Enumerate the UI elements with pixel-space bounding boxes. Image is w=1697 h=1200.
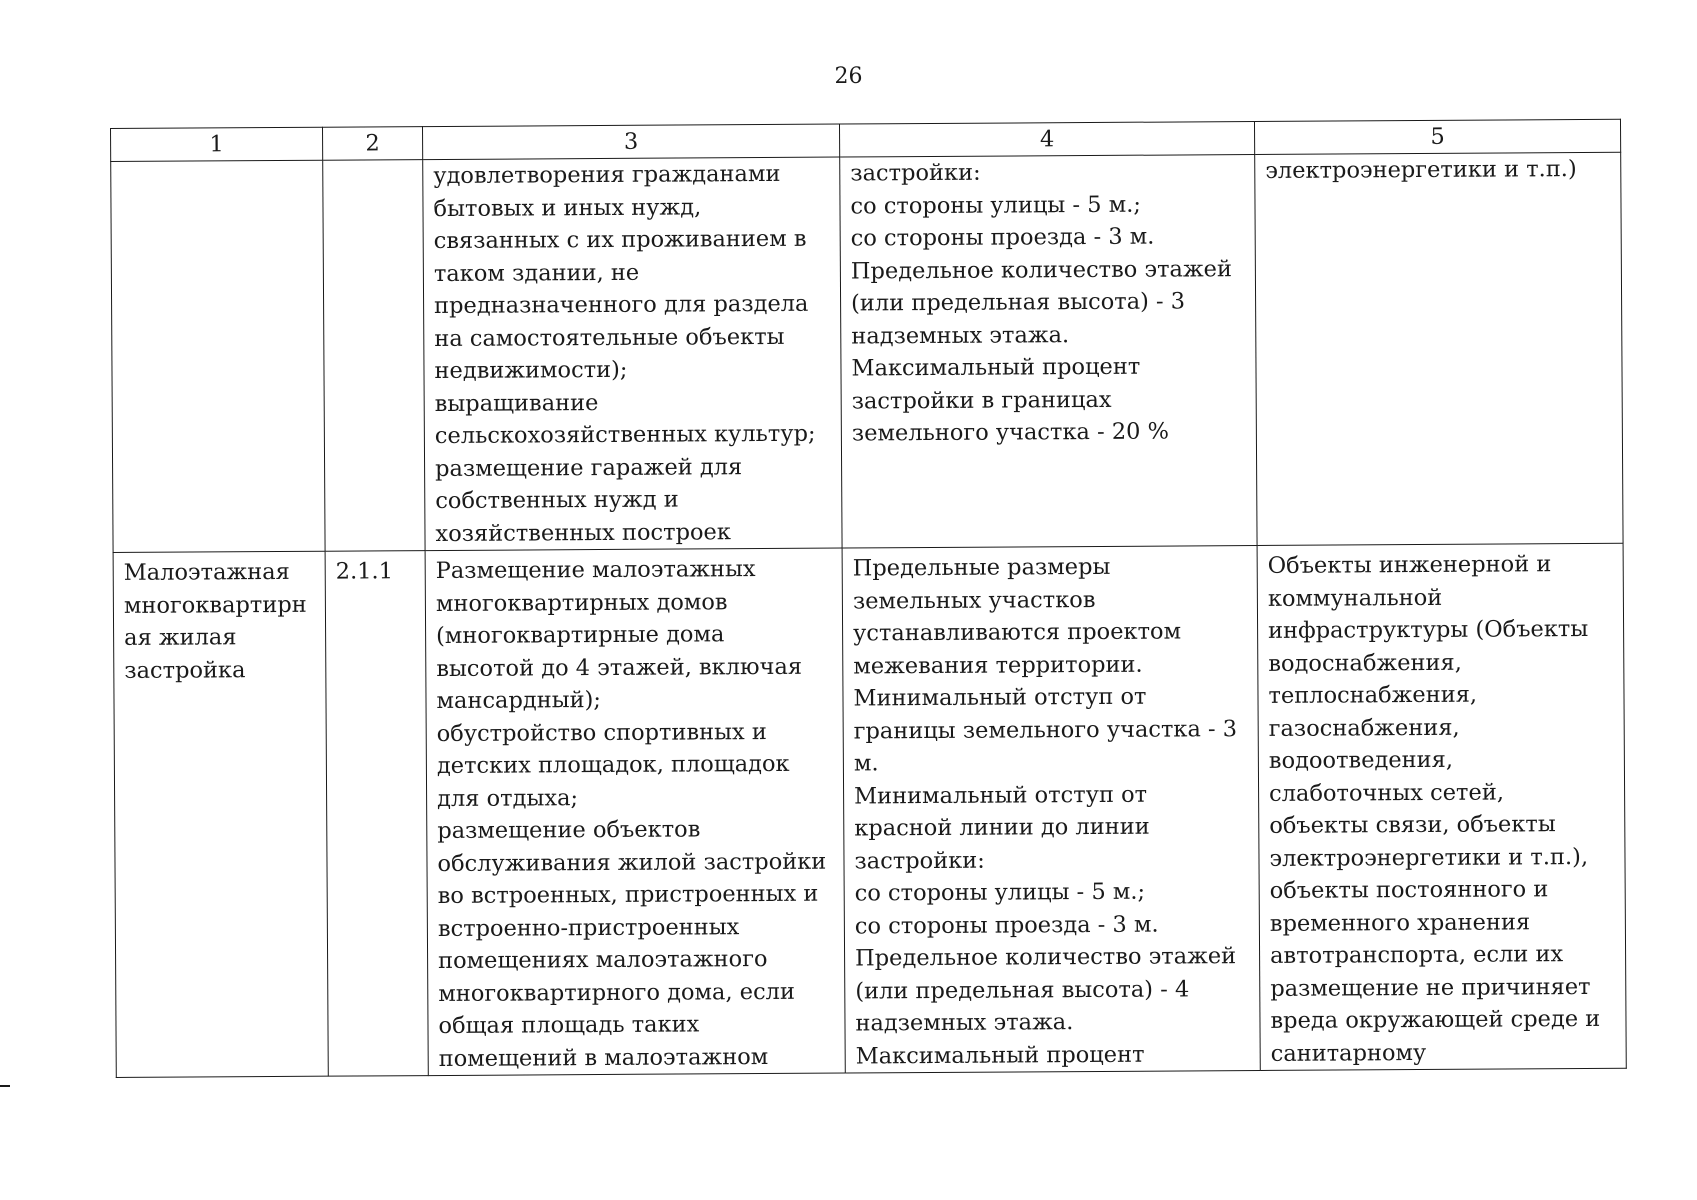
cell-text-line: многоквартирного дома, если — [438, 978, 796, 1007]
cell-text-line: на самостоятельные объекты — [434, 323, 785, 352]
cell-text-line: многоквартирных домов — [435, 588, 728, 617]
cell-text-line: обустройство спортивных и — [436, 718, 767, 747]
cell-text-line: объекты связи, объекты — [1269, 811, 1556, 839]
cell-text-line: Минимальный отступ от — [854, 781, 1148, 809]
cell-text-line: Малоэтажная — [123, 558, 290, 586]
cell-text-line: земельных участков — [852, 586, 1096, 614]
cell-text-line: многоквартирн — [123, 591, 307, 619]
table-row-low-rise-residential — [113, 543, 1626, 1077]
auxiliary-uses-cell — [1257, 543, 1626, 1070]
cell-text-line: сельскохозяйственных культур; — [434, 420, 816, 450]
cell-text-line: инфраструктуры (Объекты — [1268, 615, 1589, 644]
cell-text-line: застройки: — [854, 847, 985, 874]
cell-text-line: бытовых и иных нужд, — [433, 193, 702, 222]
cell-text-line: вреда окружающей среде и — [1270, 1005, 1601, 1034]
cell-text-line: водоснабжения, — [1268, 649, 1462, 677]
cell-text-line: Максимальный процент — [855, 1041, 1145, 1069]
cell-text-line: коммунальной — [1267, 584, 1443, 612]
cell-text-line: обслуживания жилой застройки — [437, 848, 827, 877]
cell-text-line: межевания территории. — [853, 651, 1143, 679]
cell-text-line: со стороны проезда - 3 м. — [854, 911, 1159, 939]
cell-text-line: м. — [853, 750, 879, 777]
column-header-4: 4 — [839, 122, 1254, 158]
cell-text-line: ая жилая — [124, 624, 237, 651]
cell-text-line: (или предельная высота) - 4 — [855, 975, 1190, 1004]
cell-text-line: размещение гаражей для — [435, 453, 743, 482]
cell-text-line: Размещение малоэтажных — [435, 556, 756, 585]
page-number: 26 — [834, 64, 863, 89]
cell-text-line: Предельное количество этажей — [855, 943, 1237, 972]
cell-text-line: слаботочных сетей, — [1269, 778, 1505, 807]
cell-text-line: электроэнергетики и т.п.) — [1265, 156, 1577, 184]
cell-text-line: электроэнергетики и т.п.), — [1269, 843, 1589, 872]
cell-text-line: надземных этажа. — [851, 321, 1070, 349]
cell-text-line: устанавливаются проектом — [853, 618, 1182, 647]
cell-text-line: теплоснабжения, — [1268, 681, 1478, 709]
cell-text-line: во встроенных, пристроенных и — [437, 880, 819, 910]
cell-text-line: Минимальный отступ от — [853, 683, 1147, 712]
cell-text-line: временного хранения — [1269, 908, 1531, 937]
column-header-3: 3 — [422, 124, 839, 160]
zone-name-cell — [113, 551, 328, 1077]
cell-text-line: помещениях малоэтажного — [438, 945, 768, 975]
cell-text-line: газоснабжения, — [1268, 714, 1460, 742]
cell-text-line: водоотведения, — [1268, 746, 1454, 774]
cell-text-line: Объекты инженерной и — [1267, 551, 1552, 579]
cell-text-line: застройка — [124, 656, 246, 684]
cell-text-line: со стороны улицы - 5 м.; — [854, 878, 1146, 907]
cell-text-line: со стороны проезда - 3 м. — [850, 223, 1155, 252]
cell-text-line: со стороны улицы - 5 м.; — [850, 191, 1141, 219]
cell-text-line: хозяйственных построек — [435, 518, 731, 547]
cell-text-line: Максимальный процент — [851, 353, 1141, 382]
cell-text-line: красной линии до линии — [854, 813, 1150, 842]
limit-parameters-cell — [842, 546, 1260, 1074]
cell-text-line: объекты постоянного и — [1269, 876, 1549, 904]
cell-text-line: для отдыха; — [437, 784, 579, 812]
limit-parameters-cell — [840, 155, 1257, 549]
cell-text-line: земельного участка - 20 % — [851, 418, 1170, 447]
cell-text-line: таком здании, не — [433, 259, 640, 287]
column-header-2: 2 — [322, 127, 422, 161]
cell-text-line: застройки в границах — [851, 386, 1112, 414]
cell-text-line: размещение объектов — [437, 816, 701, 845]
column-header-5: 5 — [1254, 119, 1620, 154]
cell-text-line: застройки: — [850, 159, 981, 187]
cell-text-line: (или предельная высота) - 3 — [851, 288, 1186, 317]
cell-text-line: границы земельного участка - 3 — [853, 715, 1238, 744]
cell-text-line: выращивание — [434, 389, 599, 417]
code-cell — [325, 551, 428, 1077]
cell-text-line: общая площадь таких — [438, 1011, 700, 1040]
cell-text-line: высотой до 4 этажей, включая — [436, 653, 803, 682]
code-cell — [323, 160, 425, 552]
permitted-use-description-cell — [425, 548, 845, 1076]
cell-text-line: Предельное количество этажей — [850, 255, 1233, 284]
cell-text-line: размещение не причиняет — [1270, 973, 1591, 1002]
cell-text-line: встроенно-пристроенных — [437, 913, 740, 942]
cell-text-line: предназначенного для раздела — [434, 290, 809, 320]
cell-text-line: недвижимости); — [434, 356, 628, 385]
cell-text-line: детских площадок, площадок — [436, 750, 790, 780]
cell-text-line: надземных этажа. — [855, 1009, 1074, 1037]
cell-text-line: связанных с их проживанием в — [433, 225, 807, 255]
permitted-use-description-cell — [423, 157, 842, 551]
column-header-1: 1 — [111, 127, 323, 161]
cell-text-line: санитарному — [1270, 1039, 1427, 1067]
cell-text-line: удовлетворения гражданами — [433, 160, 781, 190]
regulations-table — [110, 119, 1627, 1078]
cell-text-line: 2.1.1 — [335, 558, 394, 585]
margin-mark — [0, 1085, 10, 1087]
cell-text-line: собственных нужд и — [435, 486, 679, 515]
table-row-continued — [111, 152, 1623, 552]
cell-text-line: (многоквартирные дома — [436, 621, 725, 650]
cell-text-line: Предельные размеры — [852, 553, 1111, 582]
cell-text-line: автотранспорта, если их — [1269, 941, 1564, 969]
cell-text-line: мансардный); — [436, 687, 602, 715]
zone-name-cell — [111, 160, 325, 552]
auxiliary-uses-cell — [1255, 152, 1623, 545]
cell-text-line: помещений в малоэтажном — [438, 1043, 769, 1072]
